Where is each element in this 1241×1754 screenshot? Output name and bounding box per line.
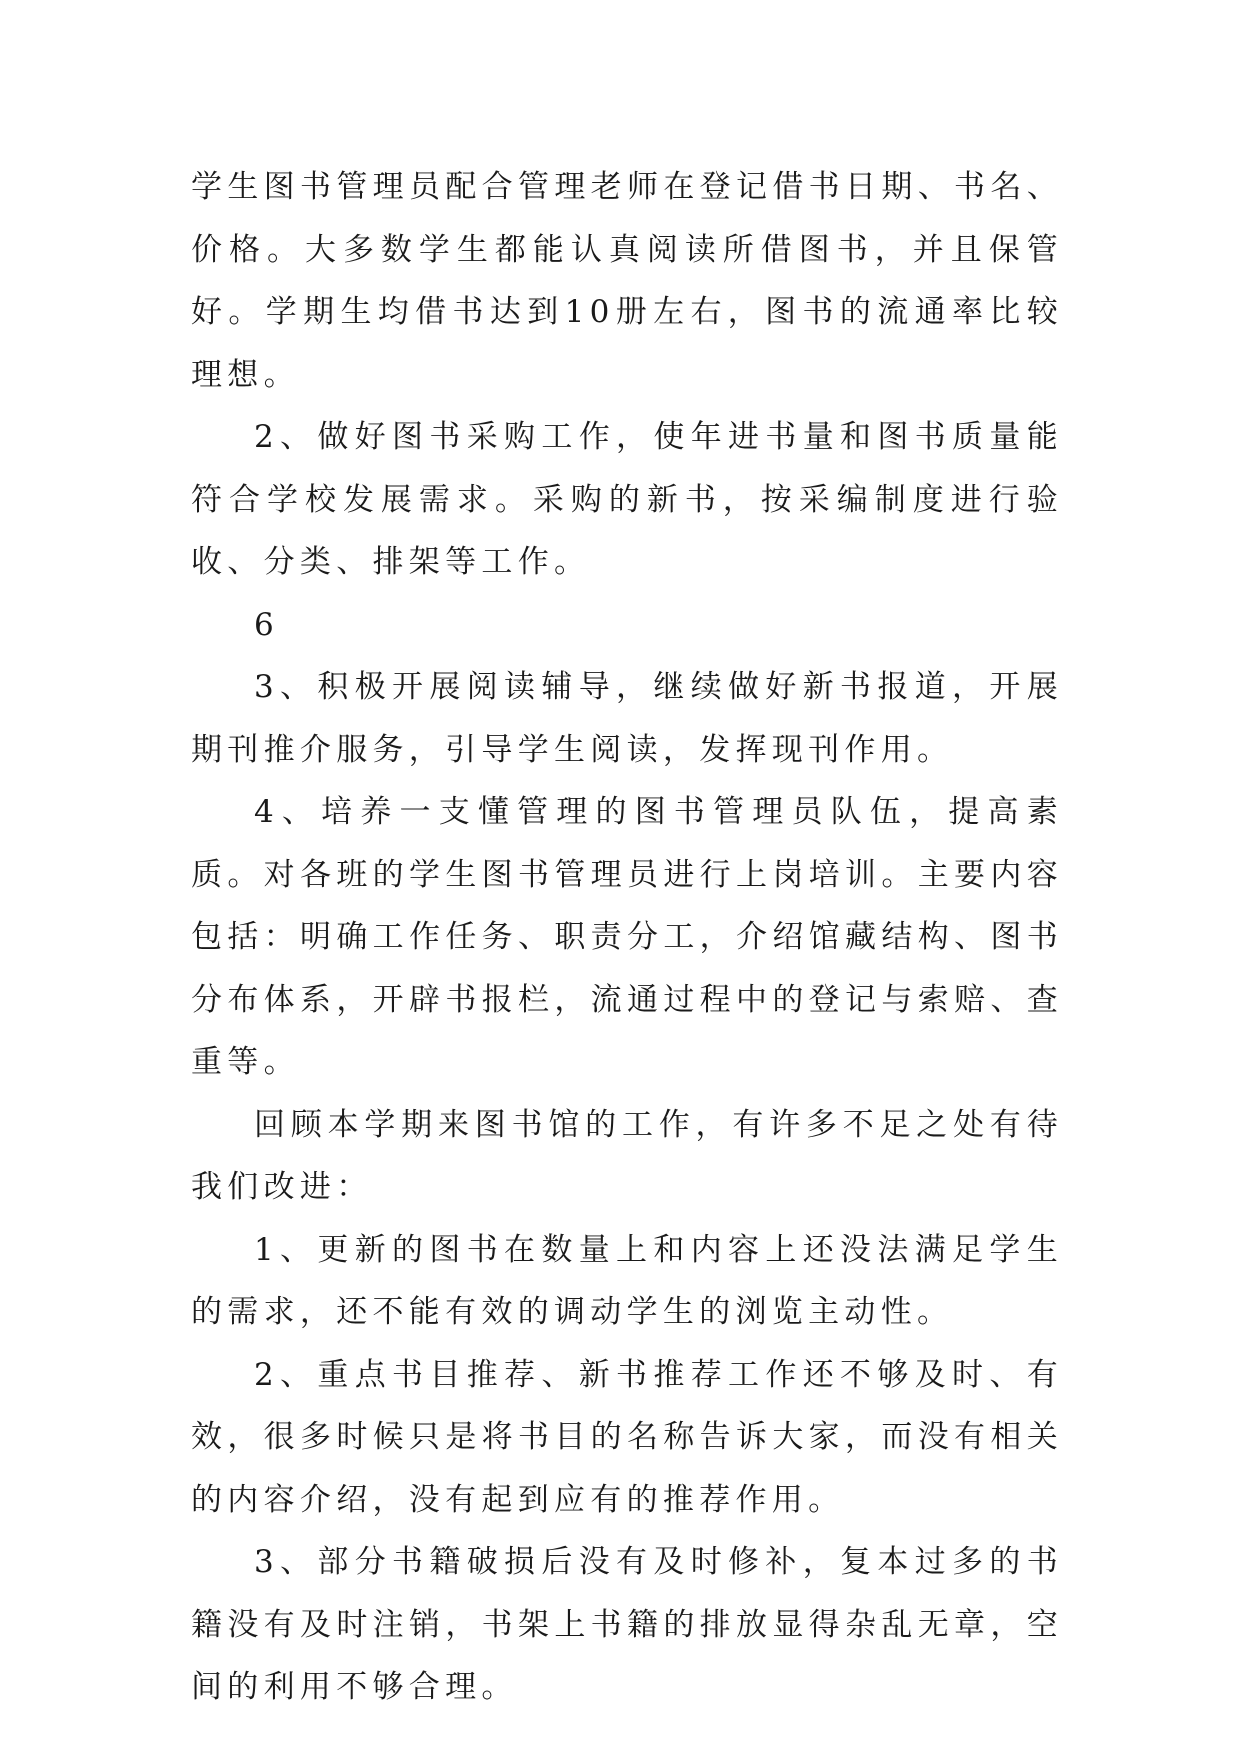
- paragraph-librarian-training: 4、培养一支懂管理的图书管理员队伍，提高素质。对各班的学生图书管理员进行上岗培训。主要内容包括：明确工作任务、职责分工，介绍馆藏结构、图书分布体系，开辟书报栏，流通过程中的登记与索赔、查重等。: [191, 794, 1063, 1080]
- paragraph-borrowing-records: 学生图书管理员配合管理老师在登记借书日期、书名、价格。大多数学生都能认真阅读所借图书，并且保管好。学期生均借书达到10册左右，图书的流通率比较理想。: [191, 169, 1063, 393]
- paragraph-issue-book-maintenance: 3、部分书籍破损后没有及时修补，复本过多的书籍没有及时注销，书架上书籍的排放显得杂乱无章，空间的利用不够合理。: [191, 1544, 1063, 1705]
- paragraph-review-intro: 回顾本学期来图书馆的工作，有许多不足之处有待我们改进：: [191, 1106, 1063, 1205]
- page-number: 6: [254, 606, 280, 643]
- document-body: [191, 156, 1063, 1719]
- paragraph-book-procurement: 2、做好图书采购工作，使年进书量和图书质量能符合学校发展需求。采购的新书，按采编制度进行验收、分类、排架等工作。: [191, 419, 1063, 580]
- paragraph-issue-recommendations: 2、重点书目推荐、新书推荐工作还不够及时、有效，很多时候只是将书目的名称告诉大家，而没有相关的内容介绍，没有起到应有的推荐作用。: [191, 1356, 1063, 1518]
- paragraph-issue-book-updates: 1、更新的图书在数量上和内容上还没法满足学生的需求，还不能有效的调动学生的浏览主动性。: [191, 1231, 1063, 1330]
- paragraph-reading-guidance: 3、积极开展阅读辅导，继续做好新书报道，开展期刊推介服务，引导学生阅读，发挥现刊作用。: [191, 669, 1063, 768]
